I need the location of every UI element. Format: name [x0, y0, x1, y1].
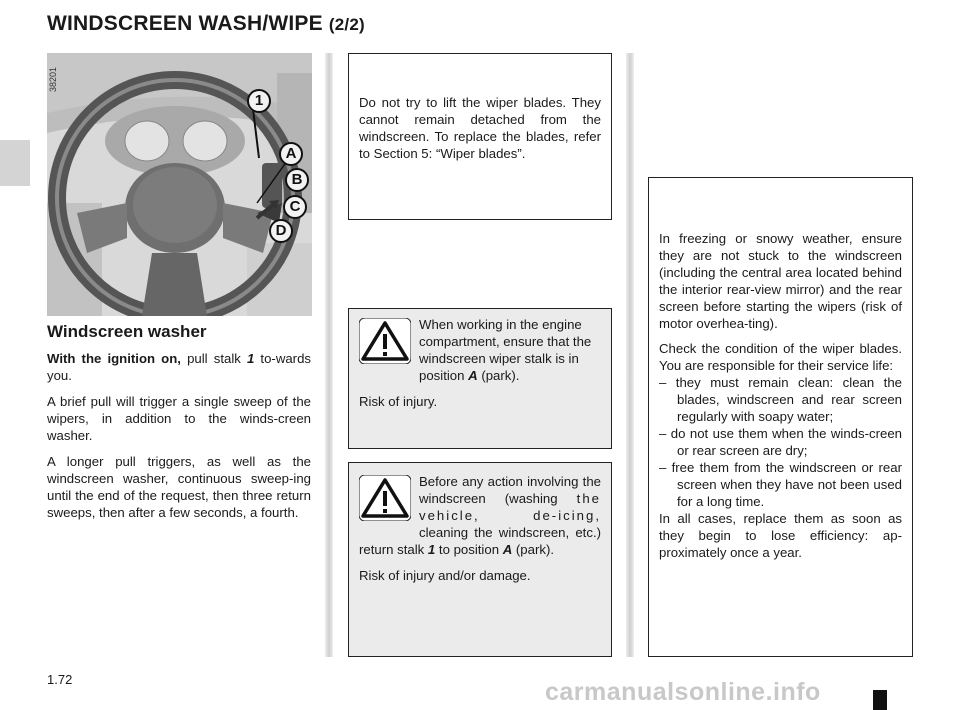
- callout-c: C: [283, 195, 307, 219]
- title-text: WINDSCREEN WASH/WIPE: [47, 12, 323, 35]
- washer-paragraph-3: A longer pull triggers, as well as the windscreen washer, continuous sweep-ing until the end of the request, then three return sweeps, then after a few seconds, a fourth.: [47, 454, 311, 520]
- callout-b: B: [285, 168, 309, 192]
- list-item: – do not use them when the winds-creen or rear screen are dry;: [659, 426, 902, 458]
- note-box-wiper-blades: [348, 53, 612, 220]
- page-number: 1.72: [47, 672, 73, 687]
- list-item: – they must remain clean: clean the blades, windscreen and rear screen regularly with soapy water;: [659, 375, 902, 424]
- info-paragraph-3: In all cases, replace them as soon as they begin to lose efficiency: ap-proximately once a year.: [659, 511, 902, 560]
- warning-windscreen-text: Before any action involving the windscreen (washing the vehicle, de-icing, cleaning the windscreen, etc.) return stalk 1 to position A (park).: [359, 474, 601, 557]
- section-tab-marker: [0, 140, 30, 186]
- warning-box-engine: [348, 308, 612, 449]
- warning-engine-text: When working in the engine compartment, ensure that the windscreen wiper stalk is in position A (park).: [419, 317, 592, 383]
- callout-d: D: [269, 219, 293, 243]
- corner-marker: [873, 690, 887, 710]
- photo-reference-number: 38201: [48, 66, 58, 92]
- info-box-wiper-care: [648, 177, 913, 657]
- warning-triangle-icon: [359, 318, 411, 364]
- title-part: (2/2): [328, 15, 365, 34]
- watermark: carmanualsonline.info: [545, 678, 821, 706]
- section-heading: Windscreen washer: [47, 322, 207, 341]
- warning-engine-risk: Risk of injury.: [359, 394, 438, 409]
- washer-instructions: [47, 350, 311, 530]
- washer-paragraph-2: A brief pull will trigger a single sweep of the wipers, in addition to the winds-creen washer.: [47, 394, 311, 443]
- list-item: – free them from the windscreen or rear screen when they have not been used for a long time.: [659, 460, 902, 509]
- info-paragraph-2: Check the condition of the wiper blades. You are responsible for their service life:: [659, 341, 902, 373]
- callout-1: 1: [247, 89, 271, 113]
- info-paragraph-1: In freezing or snowy weather, ensure they are not stuck to the windscreen (including the central area located behind the interior rear-view mirror) and the rear screen before starting the wipers (risk of motor overhea-ting).: [659, 231, 902, 331]
- callout-a: A: [279, 142, 303, 166]
- note-text: Do not try to lift the wiper blades. They cannot remain detached from the windscreen. To replace the blades, refer to Section 5: “Wiper blades”.: [359, 95, 601, 161]
- warning-box-windscreen: [348, 462, 612, 657]
- page-title: [47, 12, 365, 36]
- warning-triangle-icon: [359, 475, 411, 521]
- warning-windscreen-risk: Risk of injury and/or damage.: [359, 568, 531, 583]
- washer-paragraph-1: With the ignition on, pull stalk 1 to-wards you.: [47, 351, 311, 383]
- steering-wheel-photo: [47, 53, 312, 316]
- column-divider-left: [325, 53, 333, 657]
- column-divider-right: [626, 53, 634, 657]
